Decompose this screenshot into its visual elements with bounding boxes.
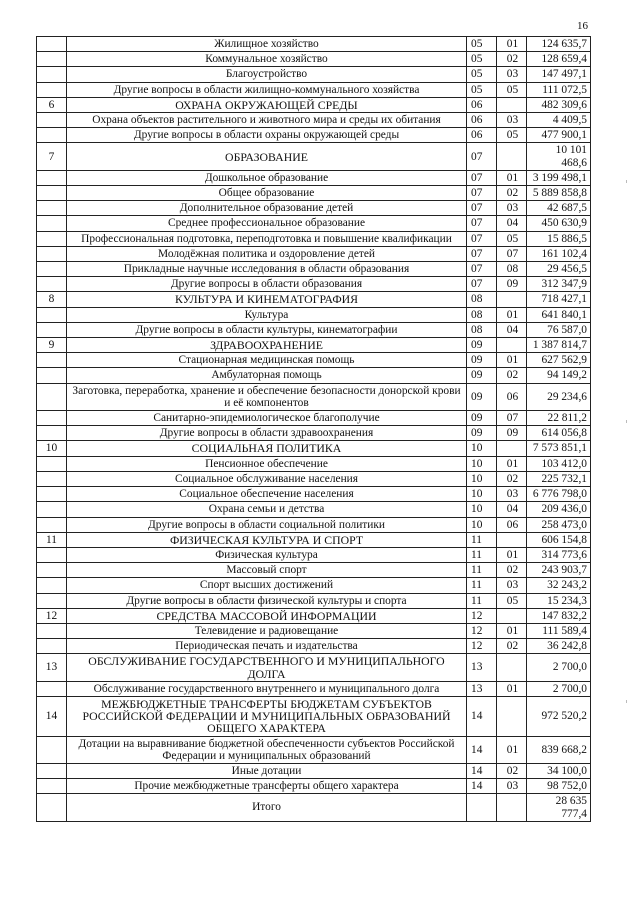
row-section-code: 06 [467,97,497,112]
row-name: Дополнительное образование детей [67,201,467,216]
row-number [37,128,67,143]
row-amount: 258 473,0 [527,517,591,532]
row-number: 8 [37,292,67,307]
row-amount: 3 199 498,1 [527,170,591,185]
row-number [37,736,67,763]
row-section-code: 05 [467,52,497,67]
row-subsection-code: 07 [497,411,527,426]
row-amount: 4 409,5 [527,113,591,128]
row-number [37,231,67,246]
table-row [37,262,591,277]
row-section-code: 05 [467,82,497,97]
row-subsection-code: 05 [497,128,527,143]
row-name: Среднее профессиональное образование [67,216,467,231]
row-amount: 34 100,0 [527,763,591,778]
row-subsection-code: 01 [497,170,527,185]
row-amount: 15 886,5 [527,231,591,246]
row-name: Обслуживание государственного внутреннего и муниципального долга [67,681,467,696]
margin-mark [626,700,627,703]
table-row [37,353,591,368]
row-amount: 972 520,2 [527,696,591,736]
row-subsection-code: 04 [497,216,527,231]
row-amount: 42 687,5 [527,201,591,216]
row-number [37,794,67,821]
section-row [37,532,591,547]
table-row [37,216,591,231]
table-row [37,186,591,201]
row-number [37,322,67,337]
row-amount: 209 436,0 [527,502,591,517]
row-amount: 22 811,2 [527,411,591,426]
row-name: Молодёжная политика и оздоровление детей [67,246,467,261]
row-amount: 1 387 814,7 [527,338,591,353]
table-row [37,307,591,322]
row-number [37,383,67,410]
row-subsection-code: 01 [497,37,527,52]
row-number [37,353,67,368]
row-number [37,82,67,97]
row-number [37,681,67,696]
row-name: СОЦИАЛЬНАЯ ПОЛИТИКА [67,441,467,456]
row-name: Другие вопросы в области здравоохранения [67,426,467,441]
row-amount: 2 700,0 [527,654,591,681]
row-name: Охрана семьи и детства [67,502,467,517]
row-name: ЗДРАВООХРАНЕНИЕ [67,338,467,353]
row-subsection-code [497,608,527,623]
row-name: Другие вопросы в области жилищно-коммунального хозяйства [67,82,467,97]
row-name: КУЛЬТУРА И КИНЕМАТОГРАФИЯ [67,292,467,307]
row-section-code: 11 [467,593,497,608]
row-section-code: 07 [467,143,497,170]
table-body [37,37,591,822]
row-name: Дотации на выравнивание бюджетной обеспеченности субъектов Российской Федерации и муниципальных образований [67,736,467,763]
row-amount: 718 427,1 [527,292,591,307]
row-section-code: 06 [467,113,497,128]
row-number: 6 [37,97,67,112]
row-amount: 225 732,1 [527,471,591,486]
row-name: СРЕДСТВА МАССОВОЙ ИНФОРМАЦИИ [67,608,467,623]
row-amount: 641 840,1 [527,307,591,322]
row-number [37,593,67,608]
row-name: Общее образование [67,186,467,201]
table-row [37,52,591,67]
row-name: Другие вопросы в области социальной политики [67,517,467,532]
row-section-code: 10 [467,471,497,486]
row-amount: 6 776 798,0 [527,487,591,502]
row-number: 7 [37,143,67,170]
row-section-code: 05 [467,67,497,82]
row-number: 10 [37,441,67,456]
row-subsection-code: 07 [497,246,527,261]
row-number [37,426,67,441]
row-subsection-code: 08 [497,262,527,277]
row-name: Благоустройство [67,67,467,82]
row-name: Иные дотации [67,763,467,778]
row-subsection-code: 01 [497,623,527,638]
row-amount: 614 056,8 [527,426,591,441]
row-name: Пенсионное обеспечение [67,456,467,471]
row-number [37,547,67,562]
row-section-code: 07 [467,170,497,185]
row-section-code: 07 [467,231,497,246]
row-subsection-code: 02 [497,563,527,578]
row-number [37,368,67,383]
row-name: Итого [67,794,467,821]
row-number [37,563,67,578]
row-subsection-code [497,654,527,681]
row-section-code: 14 [467,696,497,736]
table-row [37,547,591,562]
row-subsection-code: 02 [497,471,527,486]
table-row [37,231,591,246]
table-row [37,681,591,696]
row-number [37,487,67,502]
row-name: Другие вопросы в области образования [67,277,467,292]
row-number [37,201,67,216]
row-name: Санитарно-эпидемиологическое благополучие [67,411,467,426]
section-row [37,143,591,170]
row-number [37,623,67,638]
table-row [37,502,591,517]
row-number [37,578,67,593]
row-section-code: 09 [467,411,497,426]
row-subsection-code: 02 [497,639,527,654]
table-row [37,411,591,426]
row-name: Прочие межбюджетные трансферты общего характера [67,779,467,794]
row-subsection-code [497,696,527,736]
row-amount: 124 635,7 [527,37,591,52]
row-section-code: 10 [467,441,497,456]
row-amount: 450 630,9 [527,216,591,231]
row-section-code: 09 [467,368,497,383]
section-row [37,696,591,736]
row-name: ФИЗИЧЕСКАЯ КУЛЬТУРА И СПОРТ [67,532,467,547]
row-section-code: 07 [467,262,497,277]
row-number [37,779,67,794]
row-number: 13 [37,654,67,681]
row-number [37,639,67,654]
row-section-code [467,794,497,821]
row-subsection-code: 01 [497,456,527,471]
row-name: Другие вопросы в области физической культуры и спорта [67,593,467,608]
section-row [37,608,591,623]
table-row [37,563,591,578]
row-amount: 15 234,3 [527,593,591,608]
section-row [37,292,591,307]
row-subsection-code: 06 [497,517,527,532]
row-section-code: 14 [467,736,497,763]
row-name: Культура [67,307,467,322]
row-amount: 98 752,0 [527,779,591,794]
row-number [37,52,67,67]
row-number [37,277,67,292]
row-section-code: 12 [467,623,497,638]
row-number [37,471,67,486]
table-row [37,736,591,763]
row-number [37,37,67,52]
row-subsection-code: 02 [497,186,527,201]
row-section-code: 08 [467,307,497,322]
row-subsection-code: 02 [497,763,527,778]
row-section-code: 13 [467,681,497,696]
row-section-code: 11 [467,563,497,578]
row-subsection-code: 06 [497,383,527,410]
table-row [37,322,591,337]
row-amount: 839 668,2 [527,736,591,763]
row-name: ОБРАЗОВАНИЕ [67,143,467,170]
row-amount: 10 101 468,6 [527,143,591,170]
row-number [37,502,67,517]
row-number [37,411,67,426]
table-row [37,201,591,216]
row-number [37,246,67,261]
row-subsection-code: 01 [497,736,527,763]
row-amount: 28 635 777,4 [527,794,591,821]
row-subsection-code: 09 [497,277,527,292]
row-section-code: 10 [467,517,497,532]
row-section-code: 10 [467,487,497,502]
row-subsection-code: 02 [497,368,527,383]
row-subsection-code: 04 [497,322,527,337]
row-subsection-code [497,97,527,112]
row-subsection-code: 04 [497,502,527,517]
row-name: Дошкольное образование [67,170,467,185]
row-amount: 243 903,7 [527,563,591,578]
table-row [37,113,591,128]
row-section-code: 09 [467,383,497,410]
row-section-code: 07 [467,277,497,292]
row-number [37,456,67,471]
row-section-code: 12 [467,639,497,654]
row-name: Спорт высших достижений [67,578,467,593]
row-subsection-code [497,441,527,456]
row-number: 12 [37,608,67,623]
row-number [37,517,67,532]
row-number [37,307,67,322]
row-number: 9 [37,338,67,353]
row-amount: 5 889 858,8 [527,186,591,201]
row-name: Коммунальное хозяйство [67,52,467,67]
row-section-code: 14 [467,763,497,778]
table-row [37,67,591,82]
row-name: Социальное обслуживание населения [67,471,467,486]
margin-mark [626,420,627,423]
section-row [37,338,591,353]
row-section-code: 13 [467,654,497,681]
row-subsection-code [497,532,527,547]
table-row [37,763,591,778]
margin-mark [626,180,627,183]
row-section-code: 07 [467,201,497,216]
row-amount: 36 242,8 [527,639,591,654]
row-amount: 627 562,9 [527,353,591,368]
row-name: Другие вопросы в области охраны окружающей среды [67,128,467,143]
row-amount: 2 700,0 [527,681,591,696]
row-subsection-code: 01 [497,307,527,322]
row-section-code: 09 [467,426,497,441]
row-amount: 7 573 851,1 [527,441,591,456]
table-row [37,368,591,383]
row-name: Периодическая печать и издательства [67,639,467,654]
table-row [37,37,591,52]
row-amount: 32 243,2 [527,578,591,593]
row-subsection-code: 01 [497,353,527,368]
row-subsection-code: 02 [497,52,527,67]
row-subsection-code: 01 [497,547,527,562]
row-name: Профессиональная подготовка, переподготовка и повышение квалификации [67,231,467,246]
row-amount: 482 309,6 [527,97,591,112]
row-section-code: 05 [467,37,497,52]
row-name: Физическая культура [67,547,467,562]
row-subsection-code: 03 [497,67,527,82]
row-amount: 147 832,2 [527,608,591,623]
row-section-code: 11 [467,532,497,547]
row-number [37,186,67,201]
row-subsection-code: 05 [497,593,527,608]
row-name: Телевидение и радиовещание [67,623,467,638]
section-row [37,441,591,456]
row-subsection-code: 03 [497,113,527,128]
row-section-code: 08 [467,322,497,337]
row-number: 11 [37,532,67,547]
row-section-code: 11 [467,578,497,593]
row-section-code: 12 [467,608,497,623]
row-amount: 76 587,0 [527,322,591,337]
row-name: ОХРАНА ОКРУЖАЮЩЕЙ СРЕДЫ [67,97,467,112]
row-amount: 314 773,6 [527,547,591,562]
table-row [37,779,591,794]
row-number [37,262,67,277]
row-section-code: 07 [467,186,497,201]
row-amount: 477 900,1 [527,128,591,143]
row-amount: 103 412,0 [527,456,591,471]
table-row [37,593,591,608]
table-row [37,471,591,486]
row-section-code: 08 [467,292,497,307]
table-row [37,639,591,654]
row-number [37,170,67,185]
row-amount: 128 659,4 [527,52,591,67]
row-name: Прикладные научные исследования в области образования [67,262,467,277]
row-amount: 94 149,2 [527,368,591,383]
table-row [37,578,591,593]
table-row [37,246,591,261]
table-row [37,82,591,97]
row-name: ОБСЛУЖИВАНИЕ ГОСУДАРСТВЕННОГО И МУНИЦИПАЛЬНОГО ДОЛГА [67,654,467,681]
row-section-code: 11 [467,547,497,562]
section-row [37,654,591,681]
row-name: Социальное обеспечение населения [67,487,467,502]
row-subsection-code: 05 [497,82,527,97]
row-section-code: 10 [467,502,497,517]
row-amount: 312 347,9 [527,277,591,292]
row-section-code: 07 [467,216,497,231]
row-number [37,763,67,778]
table-row [37,794,591,821]
row-amount: 111 072,5 [527,82,591,97]
row-subsection-code: 03 [497,201,527,216]
row-number [37,216,67,231]
table-row [37,456,591,471]
row-subsection-code: 03 [497,578,527,593]
row-number: 14 [37,696,67,736]
table-row [37,487,591,502]
row-section-code: 09 [467,338,497,353]
table-row [37,170,591,185]
row-subsection-code [497,143,527,170]
row-number [37,67,67,82]
table-row [37,128,591,143]
row-subsection-code [497,338,527,353]
page-number: 16 [577,20,588,32]
row-amount: 111 589,4 [527,623,591,638]
row-name: Амбулаторная помощь [67,368,467,383]
table-row [37,623,591,638]
row-amount: 29 234,6 [527,383,591,410]
budget-table [36,36,591,822]
row-name: Жилищное хозяйство [67,37,467,52]
row-name: Другие вопросы в области культуры, кинематографии [67,322,467,337]
row-name: МЕЖБЮДЖЕТНЫЕ ТРАНСФЕРТЫ БЮДЖЕТАМ СУБЪЕКТОВ РОССИЙСКОЙ ФЕДЕРАЦИИ И МУНИЦИПАЛЬНЫХ ОБРАЗОВАНИЙ ОБЩЕГО ХАРАКТЕРА [67,696,467,736]
row-amount: 29 456,5 [527,262,591,277]
table-row [37,517,591,532]
row-amount: 161 102,4 [527,246,591,261]
row-subsection-code: 09 [497,426,527,441]
row-subsection-code: 05 [497,231,527,246]
row-name: Заготовка, переработка, хранение и обеспечение безопасности донорской крови и её компонентов [67,383,467,410]
row-number [37,113,67,128]
row-subsection-code: 03 [497,779,527,794]
section-row [37,97,591,112]
row-subsection-code: 01 [497,681,527,696]
row-amount: 147 497,1 [527,67,591,82]
row-section-code: 14 [467,779,497,794]
row-amount: 606 154,8 [527,532,591,547]
row-section-code: 06 [467,128,497,143]
row-name: Охрана объектов растительного и животного мира и среды их обитания [67,113,467,128]
row-section-code: 09 [467,353,497,368]
row-section-code: 07 [467,246,497,261]
row-name: Стационарная медицинская помощь [67,353,467,368]
table-row [37,383,591,410]
table-row [37,426,591,441]
row-section-code: 10 [467,456,497,471]
row-subsection-code [497,794,527,821]
row-subsection-code [497,292,527,307]
row-name: Массовый спорт [67,563,467,578]
row-subsection-code: 03 [497,487,527,502]
table-row [37,277,591,292]
